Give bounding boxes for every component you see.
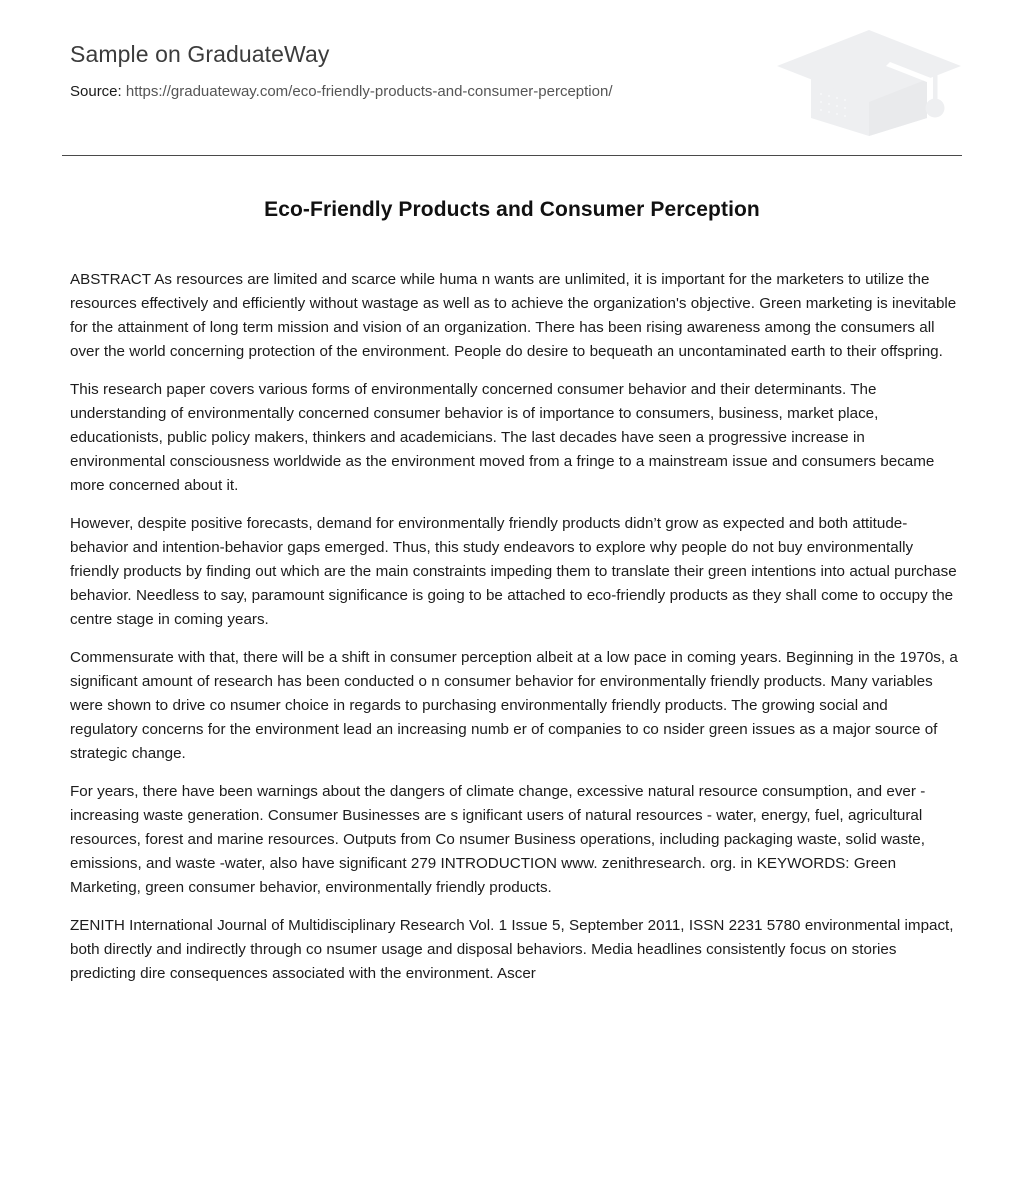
page-title: Eco-Friendly Products and Consumer Perception [264,198,760,221]
source-label: Source: [70,83,122,100]
page-header [0,0,1024,122]
site-title: Sample on GraduateWay [70,41,330,67]
header-divider [62,155,962,156]
source-url-link[interactable]: https://graduateway.com/eco-friendly-products-and-consumer-perception/ [125,83,613,100]
paragraph: ZENITH International Journal of Multidisciplinary Research Vol. 1 Issue 5, September 2011, ISSN 2231 5780 environmental impact, both directly and indirectly through co nsumer usage and disposal behaviors. Media headlines consistently focus on stories predicting dire consequences associated with the environment. Ascer [70,917,954,982]
paragraph: ABSTRACT As resources are limited and scarce while huma n wants are unlimited, it is important for the marketers to utilize the resources effectively and efficiently without wastage as well as to achieve the organization's objective. Green marketing is inevitable for the attainment of long term mission and vision of an organization. There has been rising awareness among the consumers all over the world concerning protection of the environment. People do desire to bequeath an uncontaminated earth to their offspring. [70,271,957,360]
paragraph: For years, there have been warnings about the dangers of climate change, excessive natural resource consumption, and ever -increasing waste generation. Consumer Businesses are s ignificant users of natural resources - water, energy, fuel, agricultural resources, forest and marine resources. Outputs from Co nsumer Business operations, including packaging waste, solid waste, emissions, and waste -water, also have significant 279 INTRODUCTION www. zenithresearch. org. in KEYWORDS: Green Marketing, green consumer behavior, environmentally friendly products. [70,783,926,896]
source-line [70,82,962,102]
paragraph: Commensurate with that, there will be a shift in consumer perception albeit at a low pace in coming years. Beginning in the 1970s, a significant amount of research has been conducted o n consumer behavior for environmentally friendly products. Many variables were shown to drive co nsumer choice in regards to purchasing environmentally friendly products. The growing social and regulatory concerns for the environment lead an increasing numb er of companies to co nsider green issues as a major source of strategic change. [70,649,958,762]
paragraph: However, despite positive forecasts, demand for environmentally friendly products didn’t grow as expected and both attitude-behavior and intention-behavior gaps emerged. Thus, this study endeavors to explore why people do not buy environmentally friendly products by finding out which are the main constraints impeding them to translate their green intentions into actual purchase behavior. Needless to say, paramount significance is going to be attached to eco-friendly products as they shall come to occupy the centre stage in coming years. [70,515,957,628]
paragraph: This research paper covers various forms of environmentally concerned consumer behavior and their determinants. The understanding of environmentally concerned consumer behavior is of importance to consumers, business, market place, educationists, public policy makers, thinkers and academicians. The last decades have seen a progressive increase in environmental consciousness worldwide as the environment moved from a fringe to a mainstream issue and consumers became more concerned about it. [70,381,935,494]
document-body [70,268,958,986]
